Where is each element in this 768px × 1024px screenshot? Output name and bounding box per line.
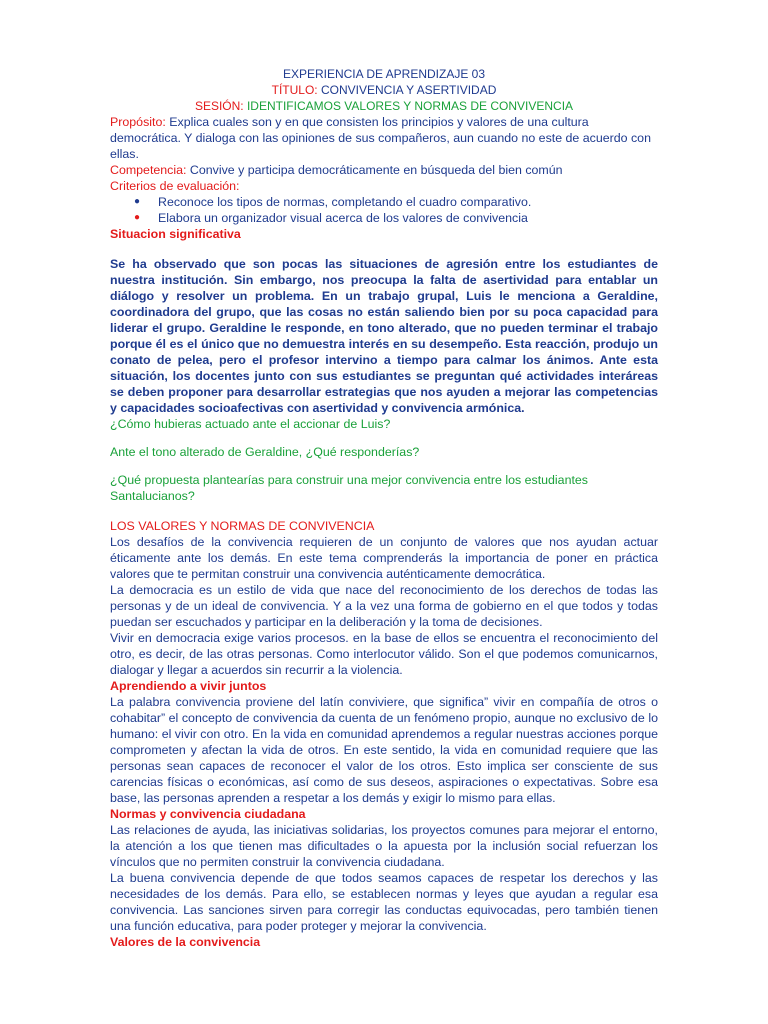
criterio-text: Elabora un organizador visual acerca de los valores de convivencia — [158, 211, 528, 225]
session-line — [110, 98, 658, 114]
criterios-label: Criterios de evaluación: — [110, 179, 240, 193]
session-value: IDENTIFICAMOS VALORES Y NORMAS DE CONVIVENCIA — [243, 99, 574, 113]
document-page — [110, 66, 658, 950]
situacion-paragraph: Se ha observado que son pocas las situaciones de agresión entre los estudiantes de nuestra institución. Sin embargo, nos preocupa la falta de asertividad para entablar un diálogo y resolver un problema. En un trabajo grupal, Luis le menciona a Geraldine, coordinadora del grupo, que las cosas no están saliendo bien por su poca capacidad para liderar el grupo. Geraldine le responde, en tono alterado, que no pueden terminar el trabajo porque él es el único que no demuestra interés en su desempeño. Esta reacción, produjo un conato de pelea, pero el profesor intervino a tiempo para calmar los ánimos. Ante esta situación, los docentes junto con sus estudiantes se preguntan qué actividades interáreas se deben proponer para desarrollar estrategias que nos ayuden a mejorar las competencias y capacidades socioafectivas con asertividad y convivencia armónica. — [110, 257, 658, 415]
bullet-icon: ● — [133, 196, 140, 207]
title-line — [110, 82, 658, 98]
aprendiendo-title: Aprendiendo a vivir juntos — [110, 679, 267, 693]
title-value: CONVIVENCIA Y ASERTIVIDAD — [317, 83, 497, 97]
competencia-text: Convive y participa democráticamente en búsqueda del bien común — [186, 163, 563, 177]
valores-convivencia-title: Valores de la convivencia — [110, 935, 261, 949]
experience-title: EXPERIENCIA DE APRENDIZAJE 03 — [282, 67, 486, 81]
bullet-icon: ● — [133, 212, 140, 223]
question-2: Ante el tono alterado de Geraldine, ¿Qué responderías? — [110, 445, 420, 459]
criterio-item — [110, 210, 658, 226]
normas-p2: La buena convivencia depende de que todos seamos capaces de respetar los derechos y las necesidades de los demás. Para ello, se establecen normas y leyes que ayudan a regular esa convivencia. Las sanciones sirven para corregir las conductas equivocadas, pero también tienen una función educativa, para poder proteger y mejorar la convivencia. — [110, 871, 658, 933]
normas-title: Normas y convivencia ciudadana — [110, 807, 306, 821]
normas-p1: Las relaciones de ayuda, las iniciativas solidarias, los proyectos comunes para mejorar el entorno, la atención a los que tienen mas dificultades o la apuesta por la inclusión social refuerzan los vínculos que no permiten construir la convivencia ciudadana. — [110, 823, 658, 869]
session-label: SESIÓN: — [194, 99, 244, 113]
situacion-title: Situacion significativa — [110, 227, 241, 241]
proposito-text: Explica cuales son y en que consisten los principios y valores de una cultura democrática. Y dialoga con las opiniones de sus compañeros, aun cuando no este de acuerdo con ellas. — [110, 115, 651, 161]
criterio-item — [110, 194, 658, 210]
competencia — [110, 162, 658, 178]
valores-p1: Los desafíos de la convivencia requieren de un conjunto de valores que nos ayudan actuar éticamente ante los demás. En este tema comprenderás la importancia de poner en práctica valores que te permitan construir una convivencia auténticamente democrática. — [110, 535, 658, 581]
criterio-text: Reconoce los tipos de normas, completando el cuadro comparativo. — [158, 195, 532, 209]
competencia-label: Competencia: — [110, 163, 187, 177]
proposito — [110, 114, 658, 162]
valores-p2: La democracia es un estilo de vida que nace del reconocimiento de los derechos de todas las personas y de un ideal de convivencia. Y a la vez una forma de gobierno en el que todos y todas puedan ser escuchados y participar en la deliberación y la toma de decisiones. — [110, 583, 658, 629]
aprendiendo-p1: La palabra convivencia proviene del latín conviviere, que significa” vivir en compañía de otros o cohabitar” el concepto de convivencia da cuenta de un fenómeno propio, aunque no exclusivo de lo humano: el vivir con otro. En la vida en comunidad aprendemos a regular nuestras acciones porque comprometen y afectan la vida de otros. En este sentido, la vida en comunidad requiere que las personas sean capaces de reconocer el valor de los otros. Esto implica ser consciente de sus carencias físicas o económicas, así como de sus deseos, aspiraciones o expectativas. Sobre esa base, las personas aprenden a respetar a los demás y exigir lo mismo para ellas. — [110, 695, 658, 805]
title-label: TÍTULO: — [271, 83, 318, 97]
proposito-label: Propósito: — [110, 115, 166, 129]
question-1: ¿Cómo hubieras actuado ante el accionar de Luis? — [110, 417, 391, 431]
valores-title: LOS VALORES Y NORMAS DE CONVIVENCIA — [110, 519, 375, 533]
question-3: ¿Qué propuesta plantearías para construir una mejor convivencia entre los estudiantes Santalucianos? — [110, 473, 588, 503]
valores-p3: Vivir en democracia exige varios procesos. en la base de ellos se encuentra el reconocimiento del otro, es decir, de las otras personas. Como interlocutor válido. Son el que podemos comunicarnos, dialogar y llegar a acuerdos sin recurrir a la violencia. — [110, 631, 658, 677]
